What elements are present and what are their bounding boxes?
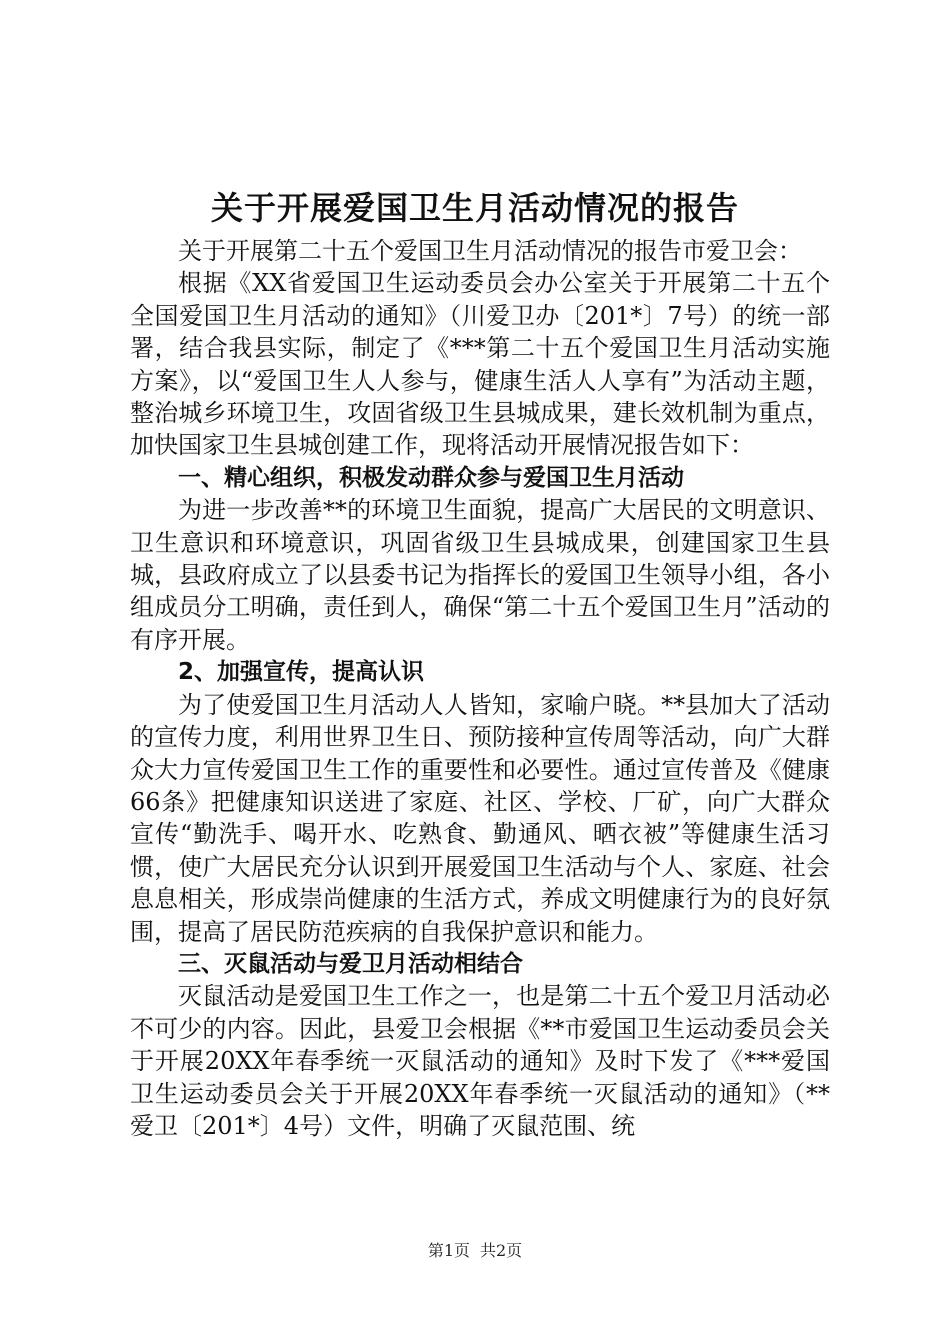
paragraph: 为了使爱国卫生月活动人人皆知，家喻户晓。**县加大了活动的宣传力度，利用世界卫生日、预防接种宣传周等活动，向广大群众大力宣传爱国卫生工作的重要性和必要性。通过宣传普及《健康66条》把健康知识送进了家庭、社区、学校、厂矿，向广大群众宣传“勤洗手、喝开水、吃熟食、勤通风、晒衣被”等健康生活习惯，使广大居民充分认识到开展爱国卫生活动与个人、家庭、社会息息相关，形成崇尚健康的生活方式，养成文明健康行为的良好氛围，提高了居民防范疾病的自我保护意识和能力。 [130,690,830,946]
paragraph: 关于开展第二十五个爱国卫生月活动情况的报告市爱卫会： [178,237,802,265]
paragraph: 为进一步改善**的环境卫生面貌，提高广大居民的文明意识、卫生意识和环境意识，巩固省级卫生县城成果，创建国家卫生县城，县政府成立了以县委书记为指挥长的爱国卫生领导小组，各小组成员分工明确，责任到人，确保“第二十五个爱国卫生月”活动的有序开展。 [130,496,830,654]
paragraph: 灭鼠活动是爱国卫生工作之一，也是第二十五个爱卫月活动必不可少的内容。因此，县爱卫会根据《**市爱国卫生运动委员会关于开展20XX年春季统一灭鼠活动的通知》及时下发了《***爱国卫生运动委员会关于开展20XX年春季统一灭鼠活动的通知》（**爱卫〔201*〕4号）文件，明确了灭鼠范围、统 [130,982,830,1140]
document-body [130,235,830,1142]
page-footer [0,1240,950,1262]
section-heading: 2、加强宣传，提高认识 [178,659,425,686]
paragraph: 根据《XX省爱国卫生运动委员会办公室关于开展第二十五个全国爱国卫生月活动的通知》（川爱卫办〔201*〕7号）的统一部署，结合我县实际，制定了《***第二十五个爱国卫生月活动实施方案》，以“爱国卫生人人参与，健康生活人人享有”为活动主题，整治城乡环境卫生，攻固省级卫生县城成果，建长效机制为重点，加快国家卫生县城创建工作，现将活动开展情况报告如下： [130,269,830,460]
section-heading: 一、精心组织，积极发动群众参与爱国卫生月活动 [178,464,684,491]
page-total: 共2页 [480,1241,523,1260]
page-number: 第1页 [427,1241,470,1260]
document-title: 关于开展爱国卫生月活动情况的报告 [210,189,739,227]
section-heading: 三、灭鼠活动与爱卫月活动相结合 [178,950,523,977]
